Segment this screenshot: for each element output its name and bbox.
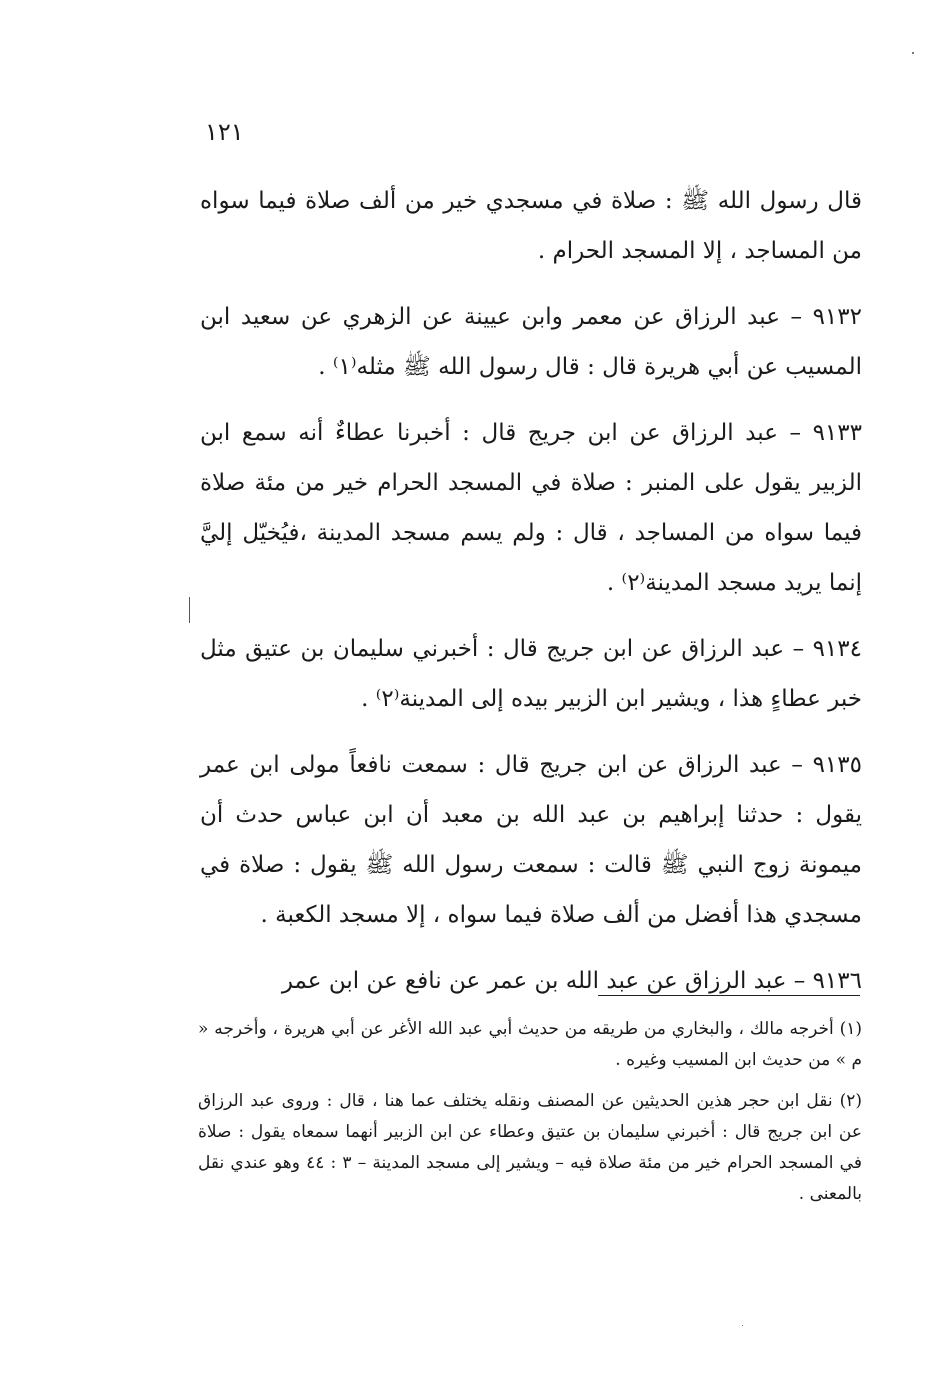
paragraph-9134: ٩١٣٤ – عبد الرزاق عن ابن جريج قال : أخبرني سليمان بن عتيق مثل خبر عطاءٍ هذا ، ويشير ابن الزبير بيده إلى المدينة⁽٢⁾ . (200, 636, 862, 712)
paragraph-9132: ٩١٣٢ – عبد الرزاق عن معمر وابن عيينة عن الزهري عن سعيد ابن المسيب عن أبي هريرة قال : قال رسول الله ﷺ مثله⁽١⁾ . (200, 304, 862, 380)
paragraph-9133: ٩١٣٣ – عبد الرزاق عن ابن جريج قال : أخبرنا عطاءٌ أنه سمع ابن الزبير يقول على المنبر : صلاة في المسجد الحرام خير من مئة صلاة فيما سواه من المساجد ، قال : ولم يسم مسجد المدينة ،فيُخيّل إليَّ إنما يريد مسجد المدينة⁽٢⁾ . (200, 420, 862, 596)
scan-speck (912, 52, 914, 54)
margin-mark (189, 597, 190, 623)
paragraph-9135: ٩١٣٥ – عبد الرزاق عن ابن جريج قال : سمعت نافعاً مولى ابن عمر يقول : حدثنا إبراهيم بن عبد الله بن معبد أن ابن عباس حدث أن ميمونة زوج النبي ﷺ قالت : سمعت رسول الله ﷺ يقول : صلاة في مسجدي هذا أفضل من ألف صلاة فيما سواه ، إلا مسجد الكعبة . (200, 752, 862, 928)
main-text-body (200, 176, 862, 1022)
page-number: ١٢١ (205, 118, 244, 146)
footnote-divider (598, 995, 860, 996)
paragraph-intro: قال رسول الله ﷺ : صلاة في مسجدي خير من ألف صلاة فيما سواه من المساجد ، إلا المسجد الحرام . (200, 188, 862, 264)
footnote-2: (٢) نقل ابن حجر هذين الحديثين عن المصنف ونقله يختلف عما هنا ، قال : وروى عبد الرزاق عن ابن جريج قال : أخبرني سليمان بن عتيق وعطاء عن ابن الزبير أنهما سمعاه يقول : صلاة في المسجد الحرام خير من مئة صلاة فيه – ويشير إلى مسجد المدينة – ٣ : ٤٤ وهو عندي نقل بالمعنى . (198, 1091, 862, 1204)
footnote-1: (١) أخرجه مالك ، والبخاري من طريقه من حديث أبي عبد الله الأغر عن أبي هريرة ، وأخرجه « م » من حديث ابن المسيب وغيره . (198, 1019, 862, 1070)
scan-speck (742, 1325, 743, 1326)
footnotes (198, 1014, 862, 1220)
paragraph-9136: ٩١٣٦ – عبد الرزاق عن عبد الله بن عمر عن نافع عن ابن عمر (281, 968, 862, 994)
